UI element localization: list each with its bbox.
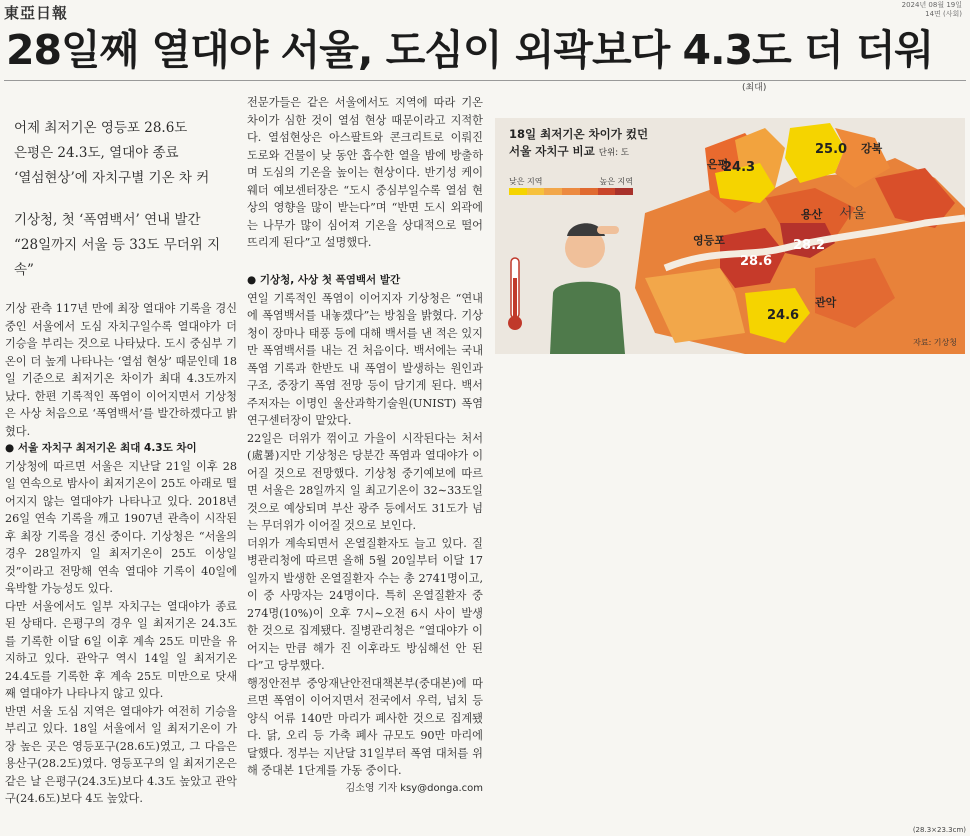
city-label: 서울	[839, 206, 867, 222]
unit-label: 단위: 도	[598, 148, 629, 158]
body-paragraph: 연일 기록적인 폭염이 이어지자 기상청은 “연내에 폭염백서를 내놓겠다”는 방침을 밝혔다. 기상청이 장마나 태풍 등에 대해 백서를 낸 적은 있지만 폭염백서를 내는 건 처음이다. 백서에는 국내 폭염 기록과 한반도 내 폭염이 발생하는 원인과 구조, 중장기 폭염 전망 등이 담기게 된다. 백서 주저자는 이명인 울산과학기술원(UNIST) 폭염연구센터장이 맡았다.	[247, 291, 483, 427]
legend-swatch	[544, 188, 562, 195]
legend-high-label: 높은 지역	[599, 177, 633, 186]
district-label-eunpyeong: 은평	[707, 158, 729, 171]
headline-note: (최대)	[742, 83, 767, 93]
body-paragraph: 더위가 계속되면서 온열질환자도 늘고 있다. 질병관리청에 따르면 올해 5월 20일부터 이달 17일까지 발생한 온열질환자 수는 총 2741명이고, 이 중 사망자는 24명이다. 특히 온열질환자 중 274명(10%)이 오후 7시∼오전 6시 사이 발생한 것으로 집계됐다. 질병관리청은 “열대야가 이어지는 만큼 해가 진 이후라도 방심해선 안 된다”고 당부했다.	[247, 536, 483, 672]
subheadline: “28일까지 서울 등 33도 무더위 지속”	[14, 237, 221, 278]
subheadline: 은평은 24.3도, 열대야 종료	[14, 145, 179, 161]
legend-low-label: 낮은 지역	[509, 177, 543, 186]
article-column-1	[5, 300, 237, 808]
byline: 김소영 기자 ksy@donga.com	[345, 782, 483, 794]
article-headline: 28일째 열대야 서울, 도심이 외곽보다 4.3도 더 더워	[6, 26, 934, 74]
section-heading: ● 서울 자치구 최저기온 최대 4.3도 차이	[5, 442, 197, 454]
section-heading: ● 기상청, 사상 첫 폭염백서 발간	[247, 274, 401, 286]
newspaper-masthead: 東亞日報	[4, 4, 69, 22]
headline-divider	[4, 80, 966, 81]
subheadline: 기상청, 첫 ‘폭염백서’ 연내 발간	[14, 212, 201, 228]
district-label-gwanak: 관악	[815, 296, 837, 309]
article-column-2	[247, 94, 483, 252]
district-label-yeongdeungpo: 영등포	[693, 234, 725, 247]
infographic-source: 자료: 기상청	[913, 338, 957, 347]
thermometer-illustration	[508, 258, 522, 330]
legend-swatch	[580, 188, 598, 195]
legend-swatch	[598, 188, 616, 195]
subheadline-block	[14, 116, 234, 283]
infographic-title	[509, 126, 648, 162]
clipping-size-note: (28.3×23.3cm)	[912, 826, 966, 834]
district-value-gangbuk: 25.0	[815, 142, 848, 157]
article-column-3	[247, 272, 483, 797]
body-paragraph: 전문가들은 같은 서울에서도 지역에 따라 기온 차이가 심한 것이 열섬 현상 때문이라고 지적한다. 열섬현상은 아스팔트와 콘크리트로 이뤄진 도로와 건물이 낮 동안 흡수한 열을 밤에 방출하며 도심의 기온을 높이는 현상이다. 반기성 케이웨더 예보센터장은 “도시 중심부일수록 열섬 현상의 영향을 많이 받는다”며 “반면 도시 외곽에는 나무가 많이 심어져 기온을 상대적으로 떨어뜨리게 된다”고 설명했다.	[247, 96, 483, 249]
district-label-gangbuk: 강북	[861, 142, 883, 155]
publish-date: 2024년 08월 19일	[901, 1, 962, 9]
body-paragraph: 기상 관측 117년 만에 최장 열대야 기록을 경신 중인 서울에서 도심 자치구일수록 열대야가 더 기승을 부리는 것으로 나타났다. 도시 중심부 기온이 더 높게 나타나는 ‘열섬 현상’ 때문인데 18일 기준으로 최저기온 차이가 최대 4.3도까지 났다. 한편 기록적인 폭염이 이어지면서 기상청은 사상 처음으로 ‘폭염백서’를 발간하겠다고 밝혔다.	[5, 302, 237, 438]
district-value-yeongdeungpo: 28.6	[740, 254, 773, 269]
district-label-yongsan: 용산	[801, 208, 823, 221]
legend-swatch	[562, 188, 580, 195]
body-paragraph: 반면 서울 도심 지역은 열대야가 여전히 기승을 부리고 있다. 18일 서울에서 일 최저기온이 가장 높은 곳은 영등포구(28.6도)였고, 그 다음은 용산구(28.2도)였다. 영등포구의 일 최저기온은 같은 날 은평구(24.3도)보다 4.3도 높았고 관악구(24.6도)보다 4도 높았다.	[5, 704, 237, 805]
subheadline-spacer	[14, 191, 234, 208]
body-paragraph: 다만 서울에서도 일부 자치구는 열대야가 종료된 상태다. 은평구의 경우 일 최저기온 24.3도를 기록한 이달 6일 이후 계속 25도 미만을 유지하고 있다. 관악구 역시 14일 일 최저기온 24.4도를 기록한 후 계속 25도 미만으로 닷새째 열대야가 나타나지 않고 있다.	[5, 599, 237, 700]
body-paragraph: 행정안전부 중앙재난안전대책본부(중대본)에 따르면 폭염이 이어지면서 전국에서 우럭, 넙치 등 양식 어류 140만 마리가 폐사한 것으로 집계됐다. 닭, 오리 등 가축 폐사 규모도 90만 마리에 달했다. 정부는 지난달 31일부터 폭염 대처를 위해 중대본 1단계를 가동 중이다.	[247, 676, 483, 777]
legend-swatch	[615, 188, 633, 195]
body-paragraph: 기상청에 따르면 서울은 지난달 21일 이후 28일 연속으로 밤사이 최저기온이 25도 아래로 떨어지지 않는 열대야가 나타나고 있다. 2018년 26일 연속 기록을 깨고 1907년 관측이 시작된 후 최장 기록을 경신 중이다. 기상청은 “서울의 경우 28일까지 일 최저기온이 25도 이상일 것”이라고 전망해 연속 열대야 기록이 40일에 육박할 가능성도 있다.	[5, 459, 237, 595]
legend-swatch	[527, 188, 545, 195]
district-value-eunpyeong: 24.3	[723, 160, 756, 175]
district-value-yongsan: 28.2	[793, 238, 826, 253]
body-paragraph: 22일은 더위가 꺾이고 가을이 시작된다는 처서(處暑)지만 기상청은 당분간 폭염과 열대야가 이어질 것으로 전망했다. 기상청 중기예보에 따르면 서울은 28일까지 일 최고기온이 32∼33도일 것으로 예상되며 부산 광주 등에서도 31도가 넘는 무더위가 이어질 것으로 보인다.	[247, 431, 483, 532]
subheadline: ‘열섬현상’에 자치구별 기온 차 커	[14, 170, 210, 186]
district-value-gwanak: 24.6	[767, 308, 800, 323]
page-section: 14면 (사회)	[925, 10, 962, 18]
dateline	[902, 1, 962, 19]
seoul-temperature-infographic	[495, 118, 965, 354]
subheadline: 어제 최저기온 영등포 28.6도	[14, 120, 188, 136]
legend-gradient-bar	[509, 188, 633, 195]
legend-swatch	[509, 188, 527, 195]
infographic-title-line	[509, 143, 648, 162]
infographic-title-line: 18일 최저기온 차이가 컸던	[509, 127, 649, 141]
infographic-subtitle: 서울 자치구 비교	[509, 144, 595, 158]
person-illustration	[550, 223, 625, 354]
